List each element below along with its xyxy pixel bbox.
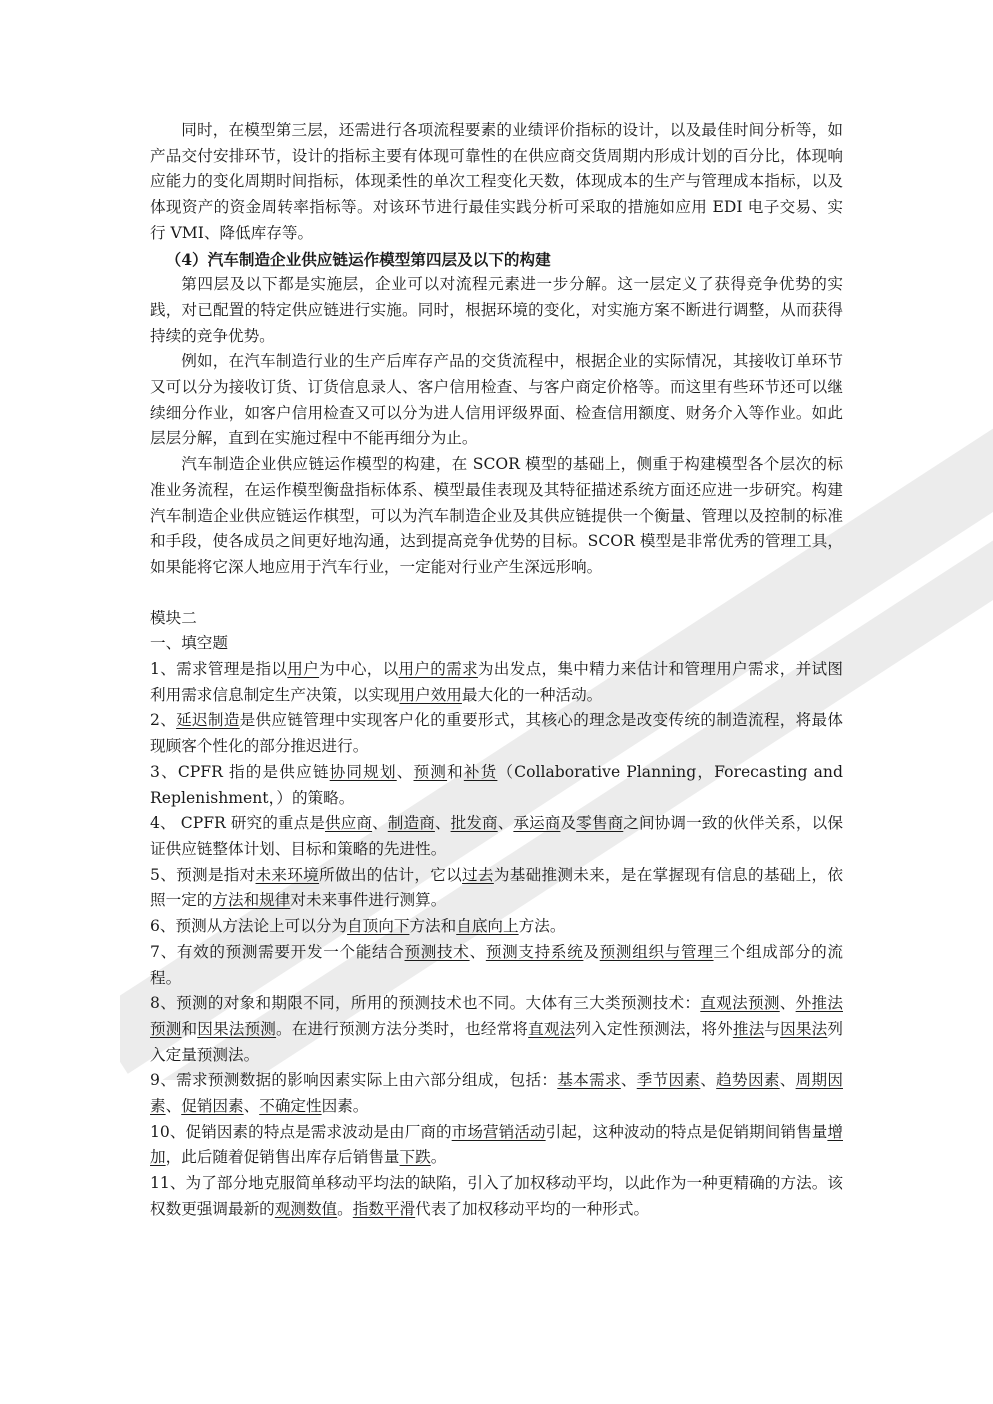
question-10: 10、促销因素的特点是需求波动是由厂商的市场营销活动引起，这种波动的特点是促销期间销售量增加，此后随着促销售出库存后销售量下跌。 — [150, 1122, 843, 1167]
question-8: 8、预测的对象和期限不同，所用的预测技术也不同。大体有三大类预测技术：直观法预测、外推法预测和因果法预测。在进行预测方法分类时，也经常将直观法列入定性预测法，将外推法与因果法列入定量预测法。 — [150, 994, 843, 1064]
document-page — [150, 118, 843, 1223]
module-subtitle: 一、填空题 — [150, 634, 228, 653]
question-6: 6、预测从方法论上可以分为自顶向下方法和自底向上方法。 — [150, 917, 566, 936]
question-7: 7、有效的预测需要开发一个能结合预测技术、预测支持系统及预测组织与管理三个组成部分的流程。 — [150, 942, 843, 987]
paragraph: 同时，在模型第三层，还需进行各项流程要素的业绩评价指标的设计，以及最佳时间分析等，如产品交付安排环节，设计的指标主要有体现可靠性的在供应商交货周期内形成计划的百分比，体现响应能力的变化周期时间指标，体现柔性的单次工程变化天数，体现成本的生产与管理成本指标，以及体现资产的资金周转率指标等。对该环节进行最佳实践分析可采取的措施如应用 EDI 电子交易、实行 VMI、降低库存等。 — [150, 121, 843, 242]
question-1: 1、需求管理是指以用户为中心，以用户的需求为出发点，集中精力来估计和管理用户需求，并试图利用需求信息制定生产决策，以实现用户效用最大化的一种活动。 — [150, 660, 843, 704]
paragraph: 例如，在汽车制造行业的生产后库存产品的交货流程中，根据企业的实际情况，其接收订单环节又可以分为接收订货、订货信息录人、客户信用检查、与客户商定价格等。而这里有些环节还可以继续细分作业，如客户信用检查又可以分为进人信用评级界面、检查信用额度、财务介入等作业。如此层层分解，直到在实施过程中不能再细分为止。 — [150, 352, 843, 448]
section-heading: （4）汽车制造企业供应链运作模型第四层及以下的构建 — [165, 249, 551, 269]
module-title: 模块二 — [150, 608, 197, 627]
question-5: 5、预测是指对未来环境所做出的估计，它以过去为基础推测未来，是在掌握现有信息的基础上，依照一定的方法和规律对未来事件进行测算。 — [150, 865, 843, 910]
question-4: 4、 CPFR 研究的重点是供应商、制造商、批发商、承运商及零售商之间协调一致的伙伴关系，以保证供应链整体计划、目标和策略的先进性。 — [150, 814, 843, 858]
paragraph: 汽车制造企业供应链运作模型的构建，在 SCOR 模型的基础上，侧重于构建模型各个层次的标准业务流程，在运作模型衡盘指标体系、模型最佳表现及其特征描述系统方面还应进一步研究。构建汽车制造企业供应链运作棋型，可以为汽车制造企业及其供应链提供一个衡量、管理以及控制的标准和手段，使各成员之间更好地沟通，达到提高竞争优势的目标。SCOR 模型是非常优秀的管理工具，如果能将它深人地应用于汽车行业，一定能对行业产生深远形响。 — [150, 455, 843, 576]
question-2: 2、延迟制造是供应链管理中实现客户化的重要形式，其核心的理念是改变传统的制造流程，将最体现顾客个性化的部分推迟进行。 — [150, 711, 843, 756]
question-11: 11、为了部分地克服简单移动平均法的缺陷，引入了加权移动平均，以此作为一种更精确的方法。该权数更强调最新的观测数值。指数平滑代表了加权移动平均的一种形式。 — [150, 1174, 843, 1218]
question-9: 9、需求预测数据的影响因素实际上由六部分组成，包括：基本需求、季节因素、趋势因素、周期因素、促销因素、不确定性因素。 — [150, 1071, 843, 1116]
paragraph: 第四层及以下都是实施层，企业可以对流程元素进一步分解。这一层定义了获得竞争优势的实践，对已配置的特定供应链进行实施。同时，根据环境的变化，对实施方案不断进行调整，从而获得持续的竞争优势。 — [150, 275, 843, 345]
question-3: 3、CPFR 指的是供应链协同规划、预测和补货（Collaborative Planning，Forecasting and Replenishment，）的策略。 — [150, 762, 843, 807]
